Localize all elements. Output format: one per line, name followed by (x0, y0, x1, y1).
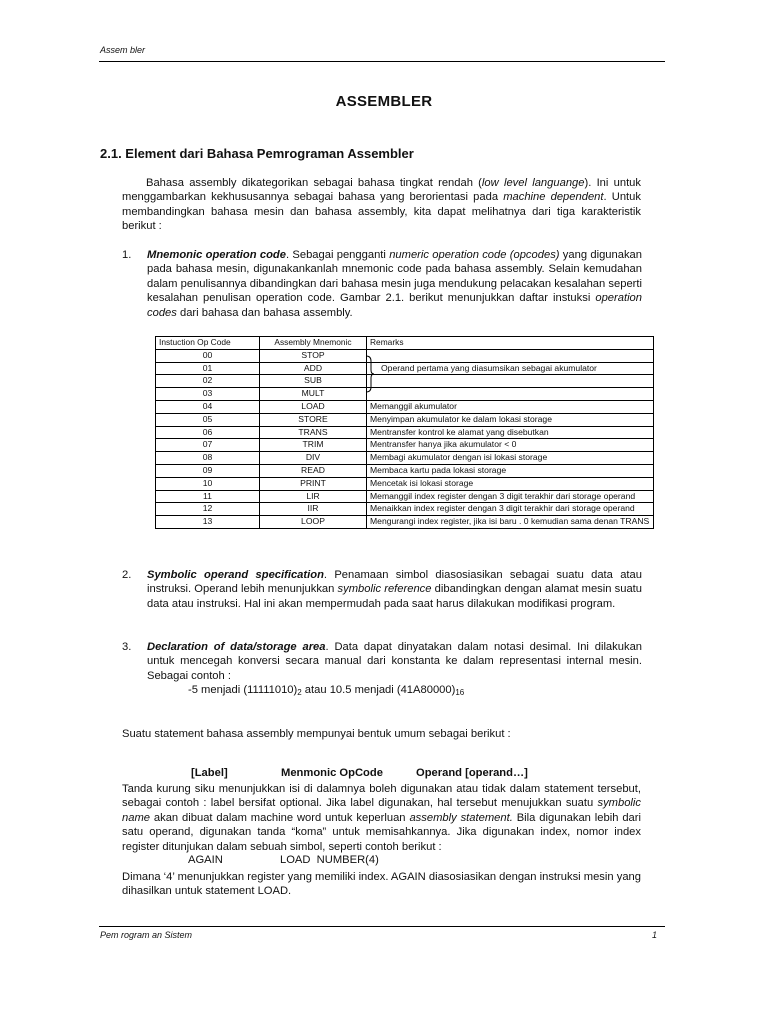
footer-divider (99, 926, 665, 927)
running-header: Assem bler (100, 45, 146, 55)
curly-brace-icon (364, 355, 374, 393)
table-row: 08 DIV Membagi akumulator dengan isi lokasi storage (156, 452, 654, 465)
table-row: 03 MULT (156, 388, 654, 401)
conversion-example: -5 menjadi $(11111010)_2$ atau 10.5 menjadi $(41A80000)_{16}$ (188, 684, 465, 698)
table-row: 00 STOP (156, 349, 654, 362)
table-row: 02 SUB (156, 375, 654, 388)
page-number: 1 (652, 930, 658, 940)
item-title: Declaration of data/storage area (147, 641, 326, 653)
section-heading: 2.1. Element dari Bahasa Pemrograman Assembler (100, 146, 414, 161)
table-row: 13 LOOP Mengurangi index register, jika isi baru . 0 kemudian sama denan TRANS (156, 516, 654, 529)
table-header: Instuction Op Code (156, 337, 260, 350)
table-row: 10 PRINT Mencetak isi lokasi storage (156, 477, 654, 490)
table-row: 01 ADD Operand pertama yang diasumsikan sebagai akumulator (156, 362, 654, 375)
opcode-table (155, 336, 654, 529)
table-row: 09 READ Membaca kartu pada lokasi storage (156, 464, 654, 477)
table-row: 12 IIR Menaikkan index register dengan 3 digit terakhir dari storage operand (156, 503, 654, 516)
code-label: AGAIN (188, 854, 223, 866)
closing-paragraph: Dimana ‘4’ menunjukkan register yang memiliki index. AGAIN diasosiasikan dengan instruksi mesin yang dihasilkan untuk statement LOAD. (122, 871, 641, 898)
code-instruction: LOAD NUMBER(4) (280, 854, 379, 866)
table-header: Remarks (367, 337, 654, 350)
list-item-symbolic-operand: 2. Symbolic operand specification. Penamaan simbol diasosiasikan sebagai suatu data atau instruksi. Operand lebih menunjukkan symbolic reference dibandingkan dengan alamat mesin suatu data atau instruksi. Hal ini akan mempermudah pada saat harus dilakukan modifikasi program. (122, 569, 642, 610)
table-row: 07 TRIM Mentransfer hanya jika akumulator < 0 (156, 439, 654, 452)
header-divider (99, 61, 665, 62)
list-number: 2. (122, 569, 132, 581)
footer-title: Pem rogram an Sistem (100, 930, 193, 940)
statement-intro: Suatu statement bahasa assembly mempunyai bentuk umum sebagai berikut : (122, 728, 511, 740)
explanation-paragraph: Tanda kurung siku menunjukkan isi di dalamnya boleh digunakan atau tidak dalam statement tersebut, sebagai contoh : label bersifat optional. Jika label digunakan, hal tersebut menujukkan suatu symbolic name akan dibuat dalam machine word untuk keperluan assembly statement. Bila digunakan lebih dari satu operand, digunakan tanda “koma” untuk memisahkannya. Jika digunakan index, nomor index register ditunjukan dalam sebuah simbol, seperti contoh berikut : (122, 783, 641, 853)
form-operand: Operand [operand…] (416, 767, 528, 779)
item-title: Mnemonic operation code (147, 249, 286, 261)
table-row: 05 STORE Menyimpan akumulator ke dalam lokasi storage (156, 413, 654, 426)
list-item-mnemonic: 1. Mnemonic operation code. Sebagai pengganti numeric operation code (opcodes) yang digunakan pada bahasa mesin, digunakankanlah mnemonic code pada bahasa assembly. Selain kemudahan dalam penulisannya dibandingkan dari bahasa mesin juga mendukung pelacakan kesalahan seperti kesalahan penulisan operation code. Gambar 2.1. berikut menunjukkan daftar instuksi operation codes dari bahasa dan bahasa assembly. (122, 249, 642, 319)
table-header: Assembly Mnemonic (260, 337, 367, 350)
page-title: ASSEMBLER (335, 93, 433, 110)
list-number: 1. (122, 249, 132, 261)
table-row: 11 LIR Memanggil index register dengan 3 digit terakhir dari storage operand (156, 490, 654, 503)
list-number: 3. (122, 641, 132, 653)
form-opcode: Menmonic OpCode (281, 767, 383, 779)
list-item-declaration: 3. Declaration of data/storage area. Data dapat dinyatakan dalam notasi desimal. Ini dilakukan untuk mencegah konversi secara manual dari konstanta ke dalam representasi internal mesin. Sebagai contoh : -5 menjadi $(11111010)_2$ atau 10.5 menjadi $(41A80000)_{16}$ (122, 641, 643, 698)
table-row: 06 TRANS Mentransfer kontrol ke alamat yang disebutkan (156, 426, 654, 439)
item-title: Symbolic operand specification (147, 569, 324, 581)
intro-paragraph: Bahasa assembly dikategorikan sebagai bahasa tingkat rendah (low level languange). Ini untuk menggambarkan kekhususannya sebagai bahasa yang berorientasi pada machine dependent. Untuk membandingkan bahasa mesin dan bahasa assembly, kita dapat melihatnya dari tiga karakteristik berikut : (122, 177, 642, 233)
form-label: [Label] (191, 767, 228, 779)
table-row: 04 LOAD Memanggil akumulator (156, 400, 654, 413)
